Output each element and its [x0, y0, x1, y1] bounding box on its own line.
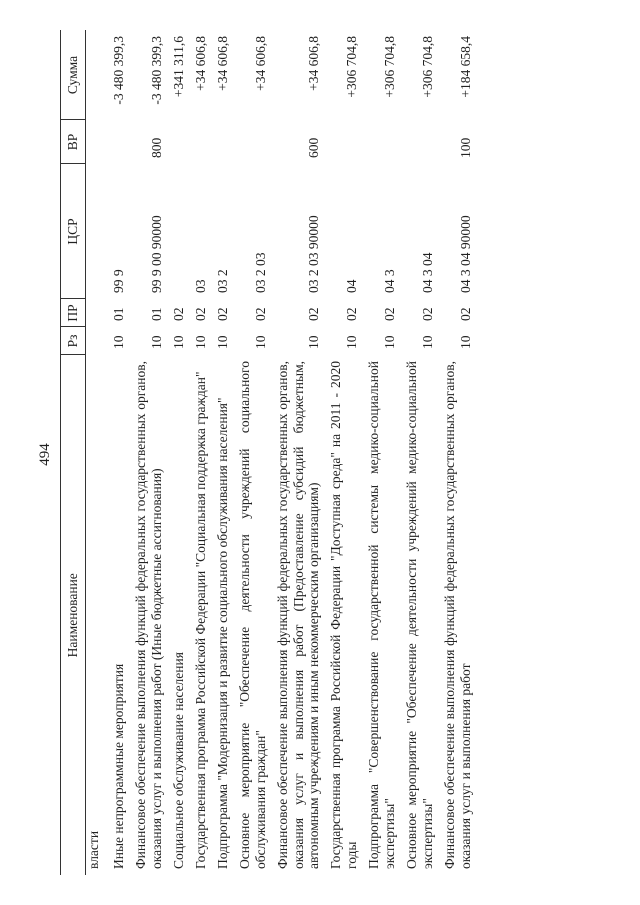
row-csr: 03 2 03: [252, 252, 268, 293]
row-csr: 04 3 04: [419, 252, 435, 293]
row-rz: 10: [170, 335, 186, 349]
row-pr: 02: [457, 307, 473, 321]
row-rz: 10: [214, 335, 230, 349]
table-row: [325, 30, 363, 875]
row-name: Иные непрограммные мероприятия: [111, 663, 126, 869]
row-vr: 600: [306, 137, 322, 158]
row-sum: +34 606,8: [306, 36, 322, 91]
row-vr: [234, 120, 272, 164]
row-sum: +34 606,8: [214, 36, 230, 91]
row-name: Государственная программа Российской Федерации "Социальная поддержка граждан": [192, 371, 208, 869]
row-csr: 04 3: [382, 269, 398, 293]
table-row: [272, 30, 326, 875]
row-rz: 10: [252, 335, 268, 349]
row-csr: 99 9: [110, 269, 126, 293]
row-rz: 10: [457, 335, 473, 349]
row-rz: 10: [110, 335, 126, 349]
row-sum: +34 606,8: [252, 36, 268, 91]
row-name: власти: [86, 830, 101, 869]
row-pr: 02: [382, 307, 398, 321]
table-body: [86, 30, 477, 875]
row-csr: [86, 164, 108, 299]
row-rz: 10: [382, 335, 398, 349]
table-row: [108, 30, 130, 875]
header-pr: ПР: [61, 299, 86, 327]
row-vr: 100: [457, 137, 473, 158]
row-pr: 02: [306, 307, 322, 321]
row-vr: [190, 120, 212, 164]
table-row: [86, 30, 108, 875]
row-pr: 02: [170, 307, 186, 321]
row-rz: 10: [148, 335, 164, 349]
row-csr: 99 9 00 90000: [148, 215, 164, 293]
row-pr: [86, 299, 108, 327]
row-csr: 03: [192, 279, 208, 293]
row-csr: 03 2: [214, 269, 230, 293]
header-rz: Рз: [61, 327, 86, 355]
table-row: [212, 30, 234, 875]
row-name: Финансовое обеспечение выполнения функций федеральных государственных органов, оказания услуг и выполнения работ (Иные бюджетные ассигнования): [132, 361, 164, 869]
table-row: [168, 30, 190, 875]
row-sum: +306 704,8: [419, 36, 435, 98]
row-name: Социальное обслуживание населения: [170, 652, 186, 869]
row-pr: 02: [214, 307, 230, 321]
row-vr: [212, 120, 234, 164]
row-sum: [86, 30, 108, 120]
row-sum: +184 658,4: [457, 36, 473, 98]
row-csr: 04 3 04 90000: [457, 215, 473, 293]
table-row: [363, 30, 401, 875]
table-header: [61, 30, 86, 875]
row-sum: +306 704,8: [344, 36, 360, 98]
row-name: Финансовое обеспечение выполнения функций федеральных государственных органов, оказания услуг и выполнения работ (Предоставление субсидий бюджетным, автономным учреждениям и иным некоммерческим организациям): [274, 361, 322, 869]
header-name: Наименование: [61, 355, 86, 875]
row-vr: [108, 120, 130, 164]
row-pr: 01: [148, 307, 164, 321]
row-vr: [325, 120, 363, 164]
row-csr: [168, 164, 190, 299]
table-row: [439, 30, 477, 875]
row-vr: [401, 120, 439, 164]
row-csr: 04: [344, 279, 360, 293]
budget-table: [60, 30, 477, 875]
row-rz: [86, 327, 108, 355]
row-rz: 10: [306, 335, 322, 349]
row-vr: 800: [148, 137, 164, 158]
row-name: Подпрограмма "Модернизация и развитие социального обслуживания населения": [214, 397, 230, 869]
row-name: Финансовое обеспечение выполнения функций федеральных государственных органов, оказания услуг и выполнения работ: [441, 361, 473, 869]
row-sum: +306 704,8: [382, 36, 398, 98]
row-sum: -3 480 399,3: [148, 36, 164, 105]
row-csr: 03 2 03 90000: [306, 215, 322, 293]
table-row: [401, 30, 439, 875]
row-rz: 10: [192, 335, 208, 349]
row-name: Государственная программа Российской Федерации "Доступная среда" на 2011 - 2020 годы: [328, 361, 360, 869]
header-csr: ЦСР: [61, 164, 86, 299]
header-sum: Сумма: [61, 30, 86, 120]
row-name: Подпрограмма "Совершенствование государственной системы медико-социальной экспертизы": [366, 361, 398, 869]
row-pr: 02: [344, 307, 360, 321]
row-sum: +341 311,6: [170, 36, 186, 98]
row-sum: +34 606,8: [192, 36, 208, 91]
row-name: Основное мероприятие "Обеспечение деятельности учреждений социального обслуживания граждан": [236, 361, 268, 869]
table-row: [190, 30, 212, 875]
rotated-table-container: [60, 30, 600, 875]
row-sum: -3 480 399,3: [110, 36, 126, 105]
row-rz: 10: [344, 335, 360, 349]
row-pr: 01: [110, 307, 126, 321]
row-vr: [86, 120, 108, 164]
page-number: 494: [36, 442, 53, 466]
table-row: [234, 30, 272, 875]
row-vr: [363, 120, 401, 164]
row-vr: [168, 120, 190, 164]
rotated-table-viewport: [60, 30, 600, 875]
table-row: [130, 30, 168, 875]
row-pr: 02: [252, 307, 268, 321]
row-pr: 02: [192, 307, 208, 321]
row-rz: 10: [419, 335, 435, 349]
header-vr: ВР: [61, 120, 86, 164]
row-name: Основное мероприятие "Обеспечение деятельности учреждений медико-социальной экспертизы": [404, 361, 435, 869]
row-pr: 02: [419, 307, 435, 321]
header-row: [61, 30, 86, 875]
